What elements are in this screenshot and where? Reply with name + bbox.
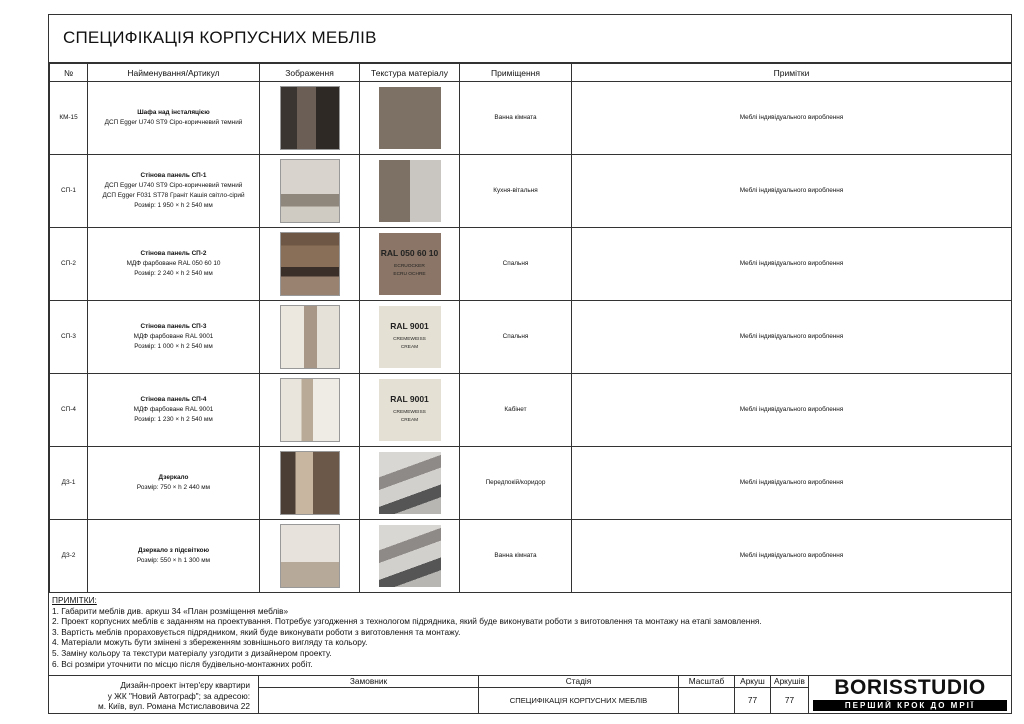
item-photo: [280, 378, 340, 442]
item-image-cell: [260, 447, 360, 520]
ral-name-de: CREMEWEISS: [393, 337, 426, 342]
item-texture-cell: [360, 374, 460, 447]
stage-label: Стадія: [479, 676, 678, 688]
table-row: [50, 520, 1012, 593]
title-bar: [49, 15, 1011, 63]
item-name-cell: [88, 82, 260, 155]
item-image-cell: [260, 520, 360, 593]
item-number: КМ-15: [50, 82, 88, 155]
item-room: Спальня: [460, 228, 572, 301]
table-row: [50, 301, 1012, 374]
item-number: СП-4: [50, 374, 88, 447]
material-swatch: [379, 452, 441, 514]
sheets-number: 77: [784, 695, 795, 705]
col-header-room: Приміщення: [460, 64, 572, 82]
item-spec-line: ДСП Egger U740 ST9 Сіро-коричневий темний: [104, 182, 243, 190]
item-texture-cell: [360, 301, 460, 374]
item-texture-cell: [360, 228, 460, 301]
item-room: Кухня-вітальня: [460, 155, 572, 228]
item-texture-cell: [360, 520, 460, 593]
note-item: 3. Вартість меблів прораховується підрядником, який буде виконувати роботи з виготовлення та монтажу.: [52, 626, 461, 637]
item-name: Дзеркало з підсвіткою: [137, 547, 210, 555]
sheet-number: 77: [747, 695, 758, 705]
col-header-name: Найменування/Артикул: [88, 64, 260, 82]
spec-sheet: [48, 14, 1012, 714]
col-header-notes: Примітки: [572, 64, 1012, 82]
item-note: Меблі індивідуального вироблення: [572, 447, 1012, 520]
item-number: ДЗ-1: [50, 447, 88, 520]
material-swatch: [379, 233, 441, 295]
table-row: [50, 82, 1012, 155]
project-line: Дизайн-проект інтер'єру квартири: [120, 680, 250, 690]
item-note: Меблі індивідуального вироблення: [572, 301, 1012, 374]
sheet-title: СПЕЦИФІКАЦІЯ КОРПУСНИХ МЕБЛІВ: [509, 696, 648, 705]
ral-name-en: CREAM: [400, 345, 419, 350]
table-row: [50, 374, 1012, 447]
item-photo: [280, 232, 340, 296]
page-title: СПЕЦИФІКАЦІЯ КОРПУСНИХ МЕБЛІВ: [63, 28, 377, 47]
item-spec-line: Розмір: 1 000 × h 2 540 мм: [134, 342, 213, 350]
item-name: Стінова панель СП-1: [140, 172, 207, 180]
item-texture-cell: [360, 447, 460, 520]
item-note: Меблі індивідуального вироблення: [572, 228, 1012, 301]
item-texture-cell: [360, 82, 460, 155]
item-photo: [280, 159, 340, 223]
scale-cell: [679, 676, 735, 713]
note-item: 4. Матеріали можуть бути змінені з збереженням зовнішнього вигляду та кольору.: [52, 637, 368, 648]
note-item: 6. Всі розміри уточнити по місцю після будівельно-монтажних робіт.: [52, 658, 313, 669]
notes-title: ПРИМІТКИ:: [52, 595, 97, 605]
item-room: Ванна кімната: [460, 82, 572, 155]
col-header-image: Зображення: [260, 64, 360, 82]
item-spec-line: МДФ фарбоване RAL 9001: [133, 333, 214, 341]
item-note: Меблі індивідуального вироблення: [572, 82, 1012, 155]
sheet-cell: [735, 676, 771, 713]
customer-cell: [259, 676, 479, 713]
item-number: СП-1: [50, 155, 88, 228]
item-spec-line: Розмір: 1 950 × h 2 540 мм: [134, 201, 213, 209]
item-note: Меблі індивідуального вироблення: [572, 374, 1012, 447]
logo-tagline: ПЕРШИЙ КРОК ДО МРІЇ: [813, 700, 1007, 711]
note-item: 5. Заміну кольору та текстури матеріалу узгодити з дизайнером проекту.: [52, 647, 332, 658]
note-item: 1. Габарити меблів див. аркуш 34 «План розміщення меблів»: [52, 605, 289, 616]
item-spec-line: ДСП Egger F031 ST78 Граніт Кашія світло-сірий: [102, 192, 245, 199]
ral-code: RAL 9001: [390, 394, 429, 404]
item-name: Стінова панель СП-4: [140, 396, 207, 404]
item-image-cell: [260, 228, 360, 301]
title-block: [49, 676, 1011, 713]
table-row: [50, 228, 1012, 301]
item-image-cell: [260, 82, 360, 155]
project-info: [49, 676, 259, 713]
item-photo: [280, 86, 340, 150]
ral-code: RAL 050 60 10: [380, 248, 439, 258]
item-room: Спальня: [460, 301, 572, 374]
item-number: ДЗ-2: [50, 520, 88, 593]
item-name: Стінова панель СП-3: [140, 323, 207, 331]
item-image-cell: [260, 301, 360, 374]
item-number: СП-3: [50, 301, 88, 374]
ral-name-de: CREMEWEISS: [393, 410, 426, 415]
item-room: Кабінет: [460, 374, 572, 447]
material-swatch: [379, 87, 441, 149]
sheet-label: Аркуш: [735, 676, 770, 688]
project-line: у ЖК "Новий Автограф"; за адресою:: [107, 690, 250, 701]
item-name-cell: [88, 520, 260, 593]
item-name: Дзеркало: [158, 474, 189, 482]
item-spec-line: Розмір: 750 × h 2 440 мм: [136, 484, 211, 491]
item-spec-line: Розмір: 1 230 × h 2 540 мм: [134, 415, 213, 423]
table-header-row: [50, 64, 1012, 82]
customer-label: Замовник: [259, 676, 478, 688]
item-image-cell: [260, 374, 360, 447]
material-swatch: [379, 160, 441, 222]
material-swatch: [379, 379, 441, 441]
item-spec-line: ДСП Egger U740 ST9 Сіро-коричневий темний: [104, 119, 243, 126]
ral-code: RAL 9001: [390, 321, 429, 331]
item-spec-line: МДФ фарбоване RAL 9001: [133, 406, 214, 414]
item-room: Ванна кімната: [460, 520, 572, 593]
item-photo: [280, 305, 340, 369]
material-swatch: [379, 306, 441, 368]
col-header-num: №: [50, 64, 88, 82]
sheets-label: Аркушів: [771, 676, 808, 688]
item-name-cell: [88, 374, 260, 447]
notes-block: [49, 594, 1011, 676]
material-swatch: [379, 525, 441, 587]
item-name-cell: [88, 155, 260, 228]
spec-table: [49, 63, 1012, 593]
item-note: Меблі індивідуального вироблення: [572, 155, 1012, 228]
item-name-cell: [88, 228, 260, 301]
item-room: Передпокій/коридор: [460, 447, 572, 520]
item-name-cell: [88, 447, 260, 520]
sheets-cell: [771, 676, 809, 713]
item-spec-line: Розмір: 550 × h 1 300 мм: [136, 557, 211, 564]
item-number: СП-2: [50, 228, 88, 301]
stage-cell: [479, 676, 679, 713]
item-spec-line: МДФ фарбоване RAL 050 60 10: [126, 260, 221, 268]
note-item: 2. Проект корпусних меблів є заданням на проектування. Потребує узгодження з технологом підрядника, який буде виконувати роботи з виготовлення та монтажу на етапі замовлення.: [52, 616, 762, 627]
item-spec-line: Розмір: 2 240 × h 2 540 мм: [134, 269, 213, 277]
scale-label: Масштаб: [679, 676, 734, 688]
item-name: Шафа над інсталяцією: [137, 109, 210, 117]
item-texture-cell: [360, 155, 460, 228]
item-note: Меблі індивідуального вироблення: [572, 520, 1012, 593]
logo-name: BORISSTUDIO: [834, 676, 986, 699]
table-row: [50, 155, 1012, 228]
item-name-cell: [88, 301, 260, 374]
item-photo: [280, 524, 340, 588]
ral-name-de: ECRUOCKER: [394, 264, 425, 269]
ral-name-en: ECRU OCHRE: [393, 272, 426, 277]
table-row: [50, 447, 1012, 520]
col-header-texture: Текстура матеріалу: [360, 64, 460, 82]
item-name: Стінова панель СП-2: [140, 250, 207, 258]
item-image-cell: [260, 155, 360, 228]
item-photo: [280, 451, 340, 515]
project-line: м. Київ, вул. Романа Мстиславовича 22: [98, 701, 250, 711]
ral-name-en: CREAM: [400, 418, 419, 423]
studio-logo: [809, 676, 1011, 713]
